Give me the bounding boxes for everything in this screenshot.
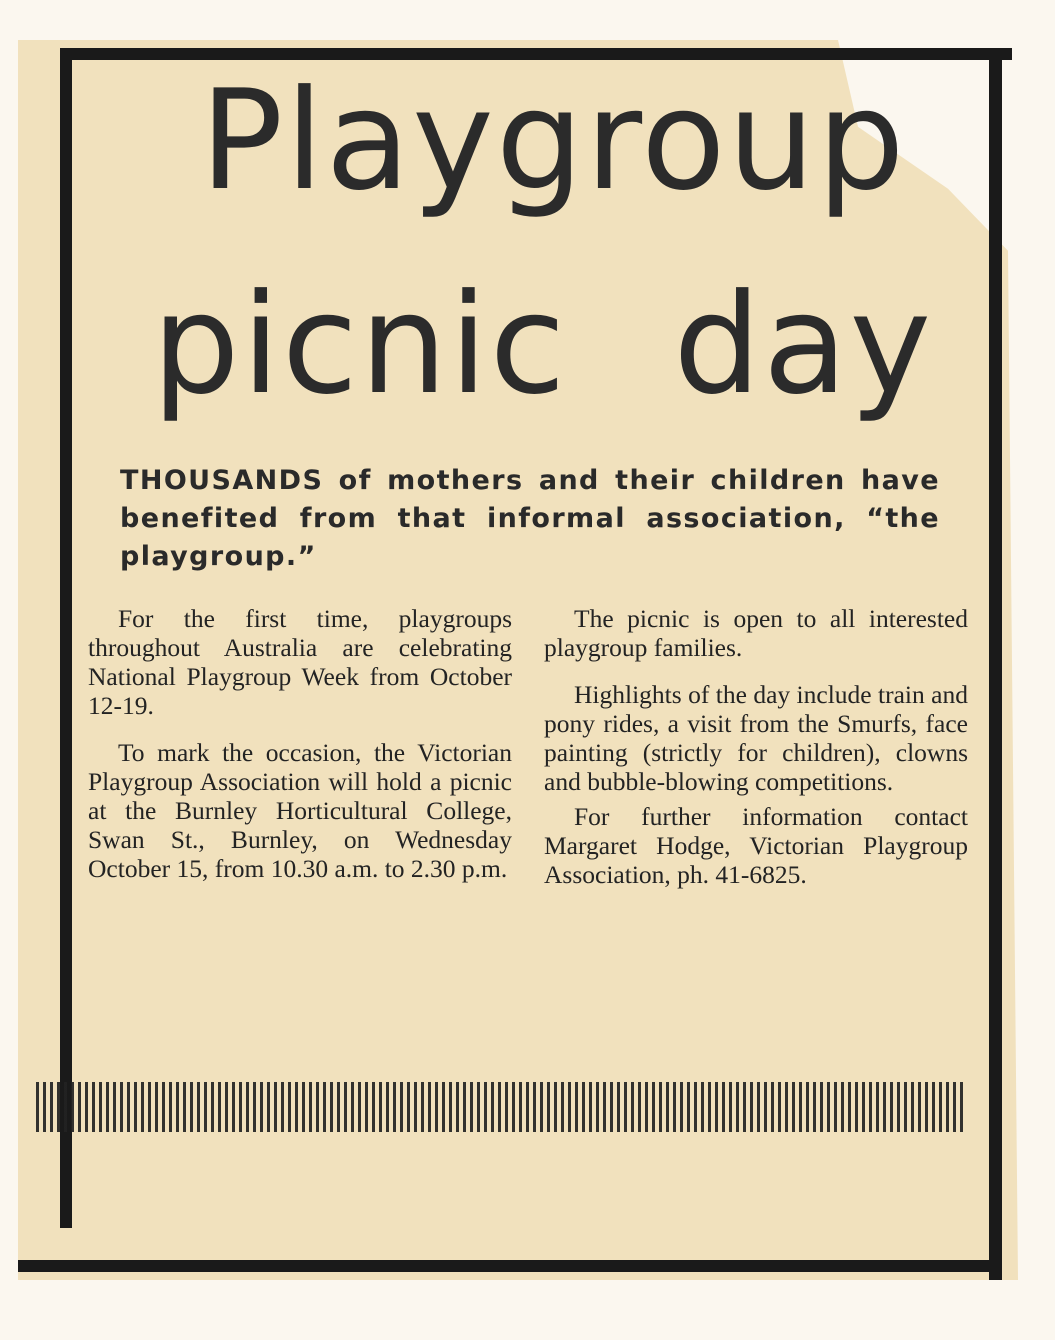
- paragraph: To mark the occasion, the Victorian Playgroup Association will hold a picnic at the Burnley Horticultural College, Swan St., Burnley, on Wednesday October 15, from 10.30 a.m. to 2.30 p.m.: [88, 738, 512, 883]
- decorative-rule-strip: [36, 1082, 966, 1132]
- paragraph: For further information contact Margaret Hodge, Victorian Playgroup Association, ph. 41-6825.: [544, 802, 968, 889]
- paragraph: The picnic is open to all interested playgroup families.: [544, 604, 968, 662]
- frame-rule-top: [64, 48, 1012, 60]
- frame-rule-right: [989, 55, 1002, 1280]
- body-column-left: [88, 604, 512, 901]
- body-column-right: [544, 604, 968, 907]
- frame-rule-bottom: [18, 1260, 1002, 1272]
- lead-paragraph: THOUSANDS of mothers and their children have benefited from that informal association, “the playgroup.”: [120, 465, 940, 572]
- headline-line-2: picnic day: [152, 264, 934, 425]
- headline-line-1: Playgroup: [200, 60, 907, 221]
- paragraph: For the first time, playgroups throughout Australia are celebrating National Playgroup Week from October 12-19.: [88, 604, 512, 720]
- frame-rule-left: [60, 48, 72, 1228]
- paragraph: Highlights of the day include train and pony rides, a visit from the Smurfs, face painting (strictly for children), clowns and bubble-blowing competitions.: [544, 680, 968, 796]
